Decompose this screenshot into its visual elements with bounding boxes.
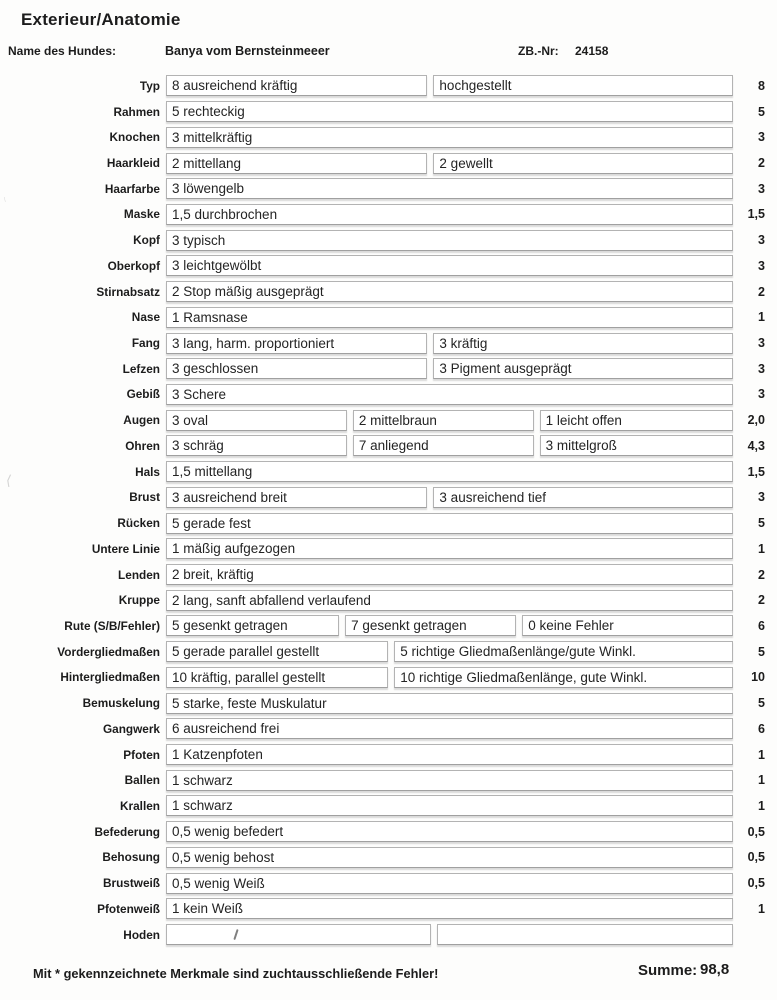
row-label: Rücken bbox=[117, 516, 160, 531]
row-label: Kopf bbox=[133, 233, 160, 248]
zb-number-label: ZB.-Nr: bbox=[518, 44, 559, 58]
value-field[interactable]: 2 gewellt bbox=[433, 153, 733, 174]
row-fields bbox=[166, 641, 733, 662]
value-field[interactable]: 1 leicht offen bbox=[540, 410, 733, 431]
value-field[interactable]: 6 ausreichend frei bbox=[166, 718, 733, 739]
footer-note: Mit * gekennzeichnete Merkmale sind zuchtausschließende Fehler! bbox=[33, 966, 439, 981]
row-label: Oberkopf bbox=[107, 258, 160, 273]
row-fields bbox=[166, 75, 733, 96]
value-field[interactable]: 3 Pigment ausgeprägt bbox=[433, 358, 733, 379]
row-score: 3 bbox=[758, 130, 765, 145]
row-score: 1 bbox=[758, 747, 765, 762]
row-label: Fang bbox=[131, 336, 160, 351]
row-fields bbox=[166, 435, 733, 456]
value-field[interactable]: 5 starke, feste Muskulatur bbox=[166, 693, 733, 714]
row-score: 0,5 bbox=[747, 876, 765, 891]
form-row bbox=[0, 382, 777, 408]
row-fields bbox=[166, 513, 733, 534]
row-score: 0,5 bbox=[747, 824, 765, 839]
form-row bbox=[0, 459, 777, 485]
form-row bbox=[0, 922, 777, 948]
row-score: 0,5 bbox=[747, 850, 765, 865]
value-field[interactable]: 5 gerade parallel gestellt bbox=[166, 641, 388, 662]
row-label: Knochen bbox=[109, 130, 160, 145]
row-fields bbox=[166, 795, 733, 816]
row-fields bbox=[166, 410, 733, 431]
row-fields bbox=[166, 873, 733, 894]
value-field[interactable]: 3 mittelkräftig bbox=[166, 127, 733, 148]
value-field[interactable]: 7 anliegend bbox=[353, 435, 534, 456]
form-row bbox=[0, 845, 777, 871]
form-row bbox=[0, 202, 777, 228]
dog-header bbox=[0, 44, 777, 62]
value-field[interactable]: 1 kein Weiß bbox=[166, 898, 733, 919]
form-row bbox=[0, 536, 777, 562]
value-field[interactable]: hochgestellt bbox=[433, 75, 733, 96]
row-fields bbox=[166, 307, 733, 328]
row-label: Lenden bbox=[118, 567, 160, 582]
form-row bbox=[0, 639, 777, 665]
form-row bbox=[0, 716, 777, 742]
row-fields bbox=[166, 898, 733, 919]
row-label: Augen bbox=[123, 413, 160, 428]
row-score: 5 bbox=[758, 644, 765, 659]
form-row bbox=[0, 99, 777, 125]
dog-name-label: Name des Hundes: bbox=[8, 44, 117, 58]
row-fields bbox=[166, 333, 733, 354]
form-row bbox=[0, 896, 777, 922]
value-field[interactable]: 2 mittelbraun bbox=[353, 410, 534, 431]
row-score: 3 bbox=[758, 387, 765, 402]
value-field[interactable]: 0 keine Fehler bbox=[522, 615, 733, 636]
row-score: 2 bbox=[758, 284, 765, 299]
row-score: 2,0 bbox=[747, 413, 765, 428]
value-field[interactable]: 3 typisch bbox=[166, 230, 733, 251]
row-fields bbox=[166, 770, 733, 791]
value-field[interactable]: 5 gerade fest bbox=[166, 513, 733, 534]
value-field[interactable]: 0,5 wenig behost bbox=[166, 847, 733, 868]
row-score: 5 bbox=[758, 516, 765, 531]
row-label: Haarfarbe bbox=[104, 181, 160, 196]
value-field[interactable] bbox=[437, 924, 733, 945]
row-label: Hoden bbox=[123, 927, 160, 942]
row-fields bbox=[166, 127, 733, 148]
row-label: Untere Linie bbox=[91, 541, 160, 556]
row-score: 3 bbox=[758, 336, 765, 351]
summe-value: 98,8 bbox=[700, 961, 730, 978]
row-label: Rute (S/B/Fehler) bbox=[64, 618, 160, 633]
row-fields bbox=[166, 487, 733, 508]
form-row bbox=[0, 356, 777, 382]
row-fields bbox=[166, 230, 733, 251]
row-label: Pfoten bbox=[123, 747, 160, 762]
row-label: Hintergliedmaßen bbox=[60, 670, 160, 685]
row-fields bbox=[166, 101, 733, 122]
row-score: 3 bbox=[758, 233, 765, 248]
value-field[interactable]: 10 kräftig, parallel gestellt bbox=[166, 667, 388, 688]
form-row bbox=[0, 407, 777, 433]
row-fields bbox=[166, 255, 733, 276]
dog-name-value: Banya vom Bernsteinmeeer bbox=[165, 44, 330, 58]
row-score: 3 bbox=[758, 181, 765, 196]
row-score: 3 bbox=[758, 361, 765, 376]
row-label: Befederung bbox=[94, 824, 160, 839]
value-field[interactable]: 1 schwarz bbox=[166, 770, 733, 791]
row-label: Stirnabsatz bbox=[96, 284, 160, 299]
row-score: 1 bbox=[758, 773, 765, 788]
value-field[interactable]: 2 Stop mäßig ausgeprägt bbox=[166, 281, 733, 302]
row-label: Typ bbox=[139, 78, 160, 93]
summe-label: Summe: bbox=[638, 962, 698, 979]
row-score: 1 bbox=[758, 798, 765, 813]
row-fields bbox=[166, 153, 733, 174]
row-fields bbox=[166, 615, 733, 636]
value-field[interactable]: 3 kräftig bbox=[433, 333, 733, 354]
row-label: Ballen bbox=[124, 773, 160, 788]
value-field[interactable]: 5 gesenkt getragen bbox=[166, 615, 339, 636]
value-field[interactable]: 1,5 mittellang bbox=[166, 461, 733, 482]
row-label: Bemuskelung bbox=[82, 696, 160, 711]
row-label: Brust bbox=[129, 490, 160, 505]
row-score: 4,3 bbox=[747, 438, 765, 453]
row-score: 1,5 bbox=[747, 207, 765, 222]
row-score: 1,5 bbox=[747, 464, 765, 479]
value-field[interactable]: 3 Schere bbox=[166, 384, 733, 405]
value-field[interactable]: 3 mittelgroß bbox=[540, 435, 733, 456]
row-fields bbox=[166, 847, 733, 868]
value-field[interactable]: 1 mäßig aufgezogen bbox=[166, 538, 733, 559]
form-row bbox=[0, 510, 777, 536]
row-label: Gebiß bbox=[126, 387, 160, 402]
form-row bbox=[0, 253, 777, 279]
form-row bbox=[0, 433, 777, 459]
form-row bbox=[0, 793, 777, 819]
form-row bbox=[0, 587, 777, 613]
row-label: Pfotenweiß bbox=[97, 901, 160, 916]
value-field[interactable]: 10 richtige Gliedmaßenlänge, gute Winkl. bbox=[394, 667, 733, 688]
form-row bbox=[0, 304, 777, 330]
row-fields bbox=[166, 821, 733, 842]
value-field[interactable]: 1 Ramsnase bbox=[166, 307, 733, 328]
row-fields bbox=[166, 384, 733, 405]
row-label: Krallen bbox=[120, 798, 160, 813]
form-row bbox=[0, 870, 777, 896]
row-score: 2 bbox=[758, 567, 765, 582]
row-score: 6 bbox=[758, 721, 765, 736]
row-fields bbox=[166, 178, 733, 199]
value-field[interactable]: 2 breit, kräftig bbox=[166, 564, 733, 585]
form-row bbox=[0, 150, 777, 176]
value-field[interactable]: 5 rechteckig bbox=[166, 101, 733, 122]
value-field[interactable]: 5 richtige Gliedmaßenlänge/gute Winkl. bbox=[394, 641, 733, 662]
row-fields bbox=[166, 667, 733, 688]
row-label: Brustweiß bbox=[102, 876, 160, 891]
row-label: Ohren bbox=[125, 438, 160, 453]
row-label: Rahmen bbox=[113, 104, 160, 119]
form-row bbox=[0, 690, 777, 716]
row-score: 1 bbox=[758, 541, 765, 556]
form-row bbox=[0, 124, 777, 150]
form-row bbox=[0, 665, 777, 691]
form-row bbox=[0, 279, 777, 305]
row-score: 6 bbox=[758, 618, 765, 633]
value-field[interactable]: 3 oval bbox=[166, 410, 347, 431]
handwritten-mark bbox=[233, 929, 238, 940]
form-row bbox=[0, 767, 777, 793]
row-fields bbox=[166, 204, 733, 225]
value-field[interactable]: 3 leichtgewölbt bbox=[166, 255, 733, 276]
row-score: 8 bbox=[758, 78, 765, 93]
row-fields bbox=[166, 718, 733, 739]
value-field[interactable]: 8 ausreichend kräftig bbox=[166, 75, 427, 96]
form-rows bbox=[0, 73, 777, 947]
row-label: Vordergliedmaßen bbox=[57, 644, 160, 659]
row-score: 3 bbox=[758, 490, 765, 505]
row-label: Haarkleid bbox=[106, 156, 160, 171]
row-fields bbox=[166, 564, 733, 585]
value-field[interactable]: 2 mittellang bbox=[166, 153, 427, 174]
form-row bbox=[0, 562, 777, 588]
value-field[interactable]: 7 gesenkt getragen bbox=[345, 615, 516, 636]
value-field[interactable]: 3 löwengelb bbox=[166, 178, 733, 199]
row-score: 1 bbox=[758, 901, 765, 916]
value-field[interactable]: 3 geschlossen bbox=[166, 358, 427, 379]
form-row bbox=[0, 613, 777, 639]
page-title: Exterieur/Anatomie bbox=[21, 10, 181, 29]
row-label: Kruppe bbox=[118, 593, 160, 608]
row-score: 3 bbox=[758, 258, 765, 273]
form-row bbox=[0, 73, 777, 99]
row-score: 5 bbox=[758, 104, 765, 119]
value-field[interactable]: 3 schräg bbox=[166, 435, 347, 456]
row-score: 5 bbox=[758, 696, 765, 711]
zb-number-value: 24158 bbox=[575, 44, 609, 58]
row-label: Hals bbox=[135, 464, 160, 479]
row-fields bbox=[166, 461, 733, 482]
row-score: 2 bbox=[758, 156, 765, 171]
scan-artifact: ᛌ bbox=[0, 195, 10, 209]
row-fields bbox=[166, 281, 733, 302]
row-fields bbox=[166, 358, 733, 379]
row-fields bbox=[166, 538, 733, 559]
value-field[interactable]: 3 ausreichend breit bbox=[166, 487, 427, 508]
form-row bbox=[0, 819, 777, 845]
form-row bbox=[0, 485, 777, 511]
value-field[interactable]: 0,5 wenig Weiß bbox=[166, 873, 733, 894]
form-row bbox=[0, 742, 777, 768]
row-score: 2 bbox=[758, 593, 765, 608]
row-fields bbox=[166, 590, 733, 611]
form-row bbox=[0, 330, 777, 356]
row-label: Maske bbox=[123, 207, 160, 222]
value-field[interactable]: 3 ausreichend tief bbox=[433, 487, 733, 508]
scan-artifact: ⟨ bbox=[4, 471, 13, 489]
value-field[interactable]: 2 lang, sanft abfallend verlaufend bbox=[166, 590, 733, 611]
value-field[interactable]: 3 lang, harm. proportioniert bbox=[166, 333, 427, 354]
row-fields bbox=[166, 744, 733, 765]
row-fields bbox=[166, 693, 733, 714]
form-row bbox=[0, 227, 777, 253]
row-label: Behosung bbox=[102, 850, 160, 865]
row-label: Nase bbox=[131, 310, 160, 325]
row-fields bbox=[166, 924, 733, 945]
value-field[interactable]: 1 Katzenpfoten bbox=[166, 744, 733, 765]
value-field[interactable] bbox=[166, 924, 431, 945]
row-score: 1 bbox=[758, 310, 765, 325]
value-field[interactable]: 0,5 wenig befedert bbox=[166, 821, 733, 842]
form-row bbox=[0, 176, 777, 202]
value-field[interactable]: 1 schwarz bbox=[166, 795, 733, 816]
row-label: Lefzen bbox=[122, 361, 160, 376]
value-field[interactable]: 1,5 durchbrochen bbox=[166, 204, 733, 225]
row-score: 10 bbox=[751, 670, 765, 685]
row-label: Gangwerk bbox=[102, 721, 160, 736]
